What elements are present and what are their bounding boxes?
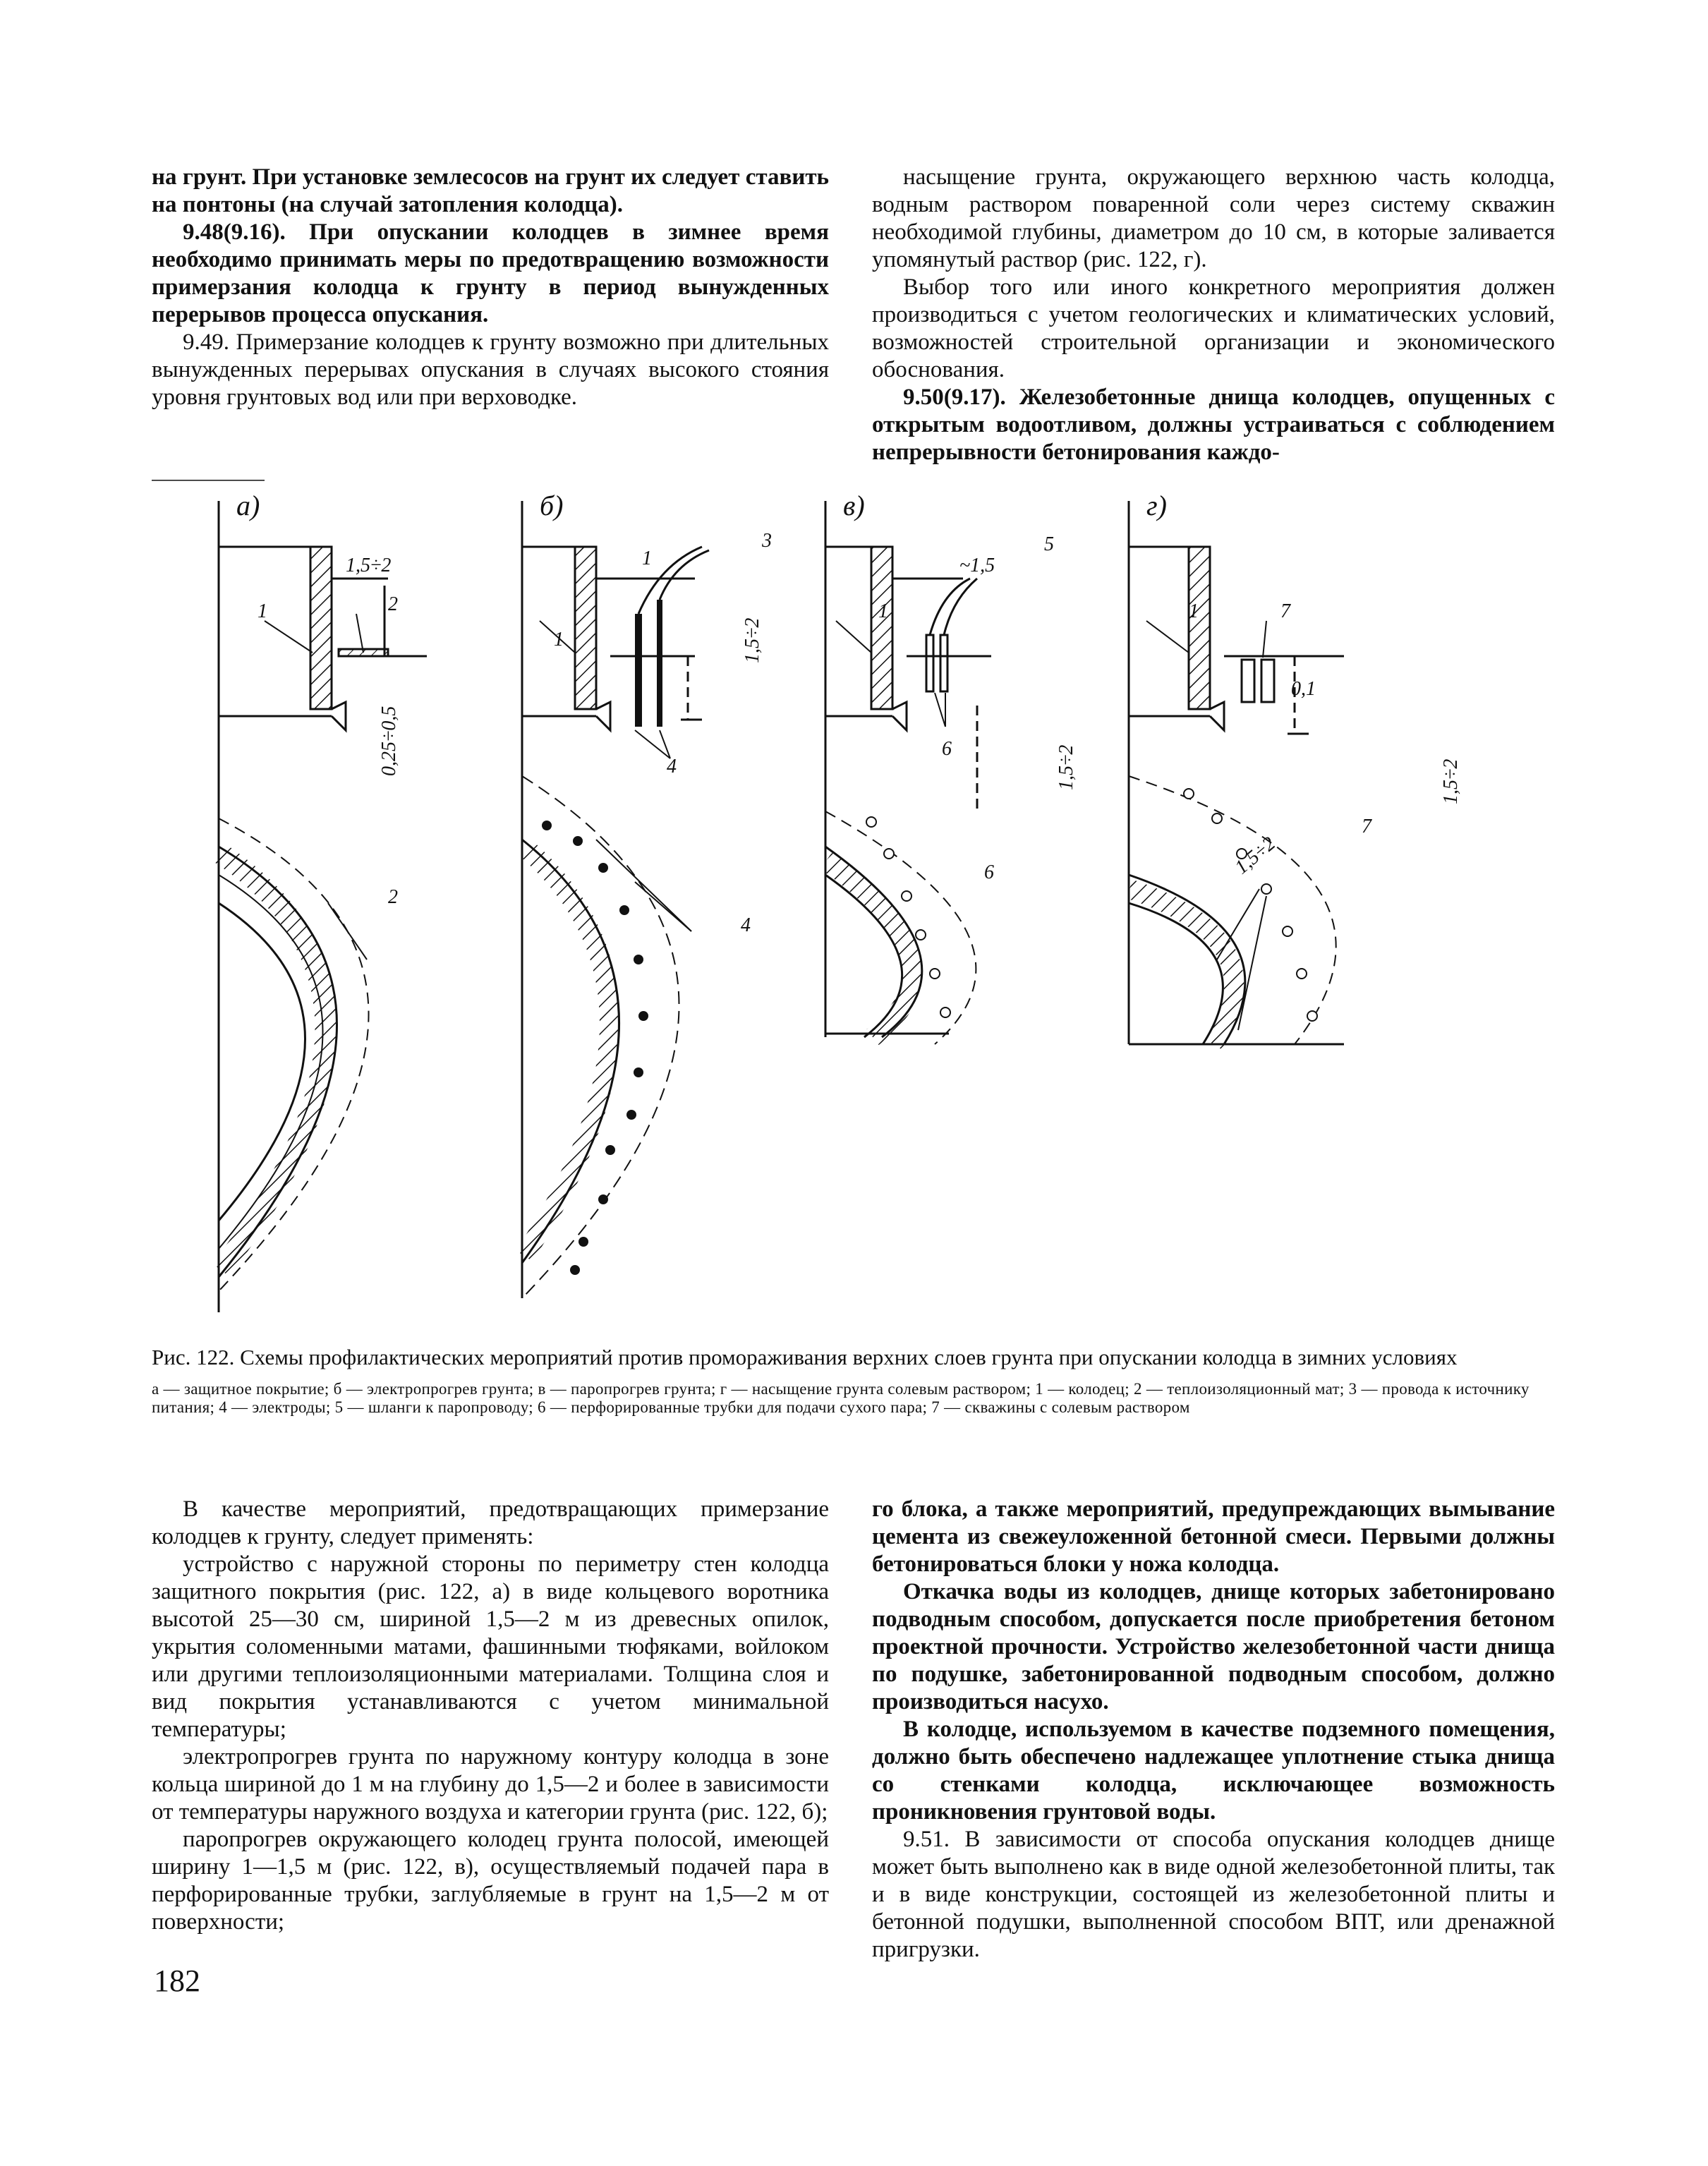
label-1: 1 bbox=[642, 547, 652, 569]
paragraph: на грунт. При установке землесосов на грунт их следует ставить на понтоны (на случай затопления колодца). bbox=[152, 164, 829, 217]
label-1: 1 bbox=[554, 629, 564, 651]
panel-v-label: в) bbox=[843, 490, 865, 521]
paragraph: го блока, а также мероприятий, предупреждающих вымывание цемента из свежеуложенной бетонной смеси. Первыми должны бетонироваться блоки у ножа колодца. bbox=[872, 1496, 1555, 1577]
paragraph: паропрогрев окружающего колодец грунта полосой, имеющей ширину 1—1,5 м (рис. 122, в), осуществляемый подачей пара в перфорированные трубки, заглубляемые в грунт на 1,5—2 м от поверхности; bbox=[152, 1827, 829, 1935]
dim-g-ring: 1,5÷2 bbox=[1230, 833, 1280, 879]
label-5: 5 bbox=[1044, 533, 1054, 555]
paragraph: Откачка воды из колодцев, днище которых забетонировано подводным способом, допускается после приобретения бетоном проектной прочности. Устройство железобетонной части днища по подушке, забетонированной подводным способом, должно производиться насухо. bbox=[872, 1579, 1555, 1714]
panel-a-label: а) bbox=[236, 490, 260, 521]
label-6: 6 bbox=[942, 738, 952, 760]
paragraph: Выбор того или иного конкретного мероприятия должен производиться с учетом геологических и климатических условий, возможностей строительной организации и экономического обоснования. bbox=[872, 274, 1555, 382]
figure-122 bbox=[152, 480, 1556, 1330]
label-2: 2 bbox=[388, 886, 398, 908]
label-4: 4 bbox=[741, 914, 751, 936]
panel-b-label: б) bbox=[540, 490, 564, 521]
page-number: 182 bbox=[154, 1964, 200, 1998]
label-6: 6 bbox=[984, 861, 994, 883]
bottom-right-column bbox=[872, 1496, 1555, 1964]
label-7: 7 bbox=[1280, 600, 1290, 622]
paragraph: 9.49. Примерзание колодцев к грунту возможно при длительных вынужденных перерывах опускания в случаях высокого стояния уровня грунтовых вод или при верховодке. bbox=[152, 329, 829, 410]
figure-caption bbox=[152, 1345, 1556, 1417]
label-1: 1 bbox=[258, 600, 267, 622]
top-left-column bbox=[152, 164, 829, 411]
paragraph: В качестве мероприятий, предотвращающих примерзание колодцев к грунту, следует применять: bbox=[152, 1496, 829, 1549]
panel-g-label: г) bbox=[1146, 490, 1167, 521]
panel-a bbox=[152, 480, 427, 1312]
caption-legend: а — защитное покрытие; б — электропрогрев грунта; в — паропрогрев грунта; г — насыщение грунта солевым раствором; 1 — колодец; 2 — теплоизоляционный мат; 3 — провода к источнику питания; 4 — электроды; 5 — шланги к паропроводу; 6 — перфорированные трубки для подачи сухого пара; 7 — скважины с солевым раствором bbox=[152, 1380, 1530, 1416]
bottom-left-column bbox=[152, 1496, 829, 1936]
paragraph: насыщение грунта, окружающего верхнюю часть колодца, водным раствором поваренной соли через систему скважин необходимой глубины, диаметром до 10 см, в которые заливается упомянутый раствор (рис. 122, г). bbox=[872, 164, 1555, 272]
dim-v-width: ~1,5 bbox=[959, 555, 995, 576]
dim-v-depth: 1,5÷2 bbox=[1055, 744, 1077, 790]
figure-drawing bbox=[152, 480, 1556, 1326]
panel-g bbox=[1129, 501, 1344, 1044]
dim-a-depth: 0,25÷0,5 bbox=[378, 706, 400, 776]
label-1: 1 bbox=[878, 600, 888, 622]
label-1: 1 bbox=[1189, 600, 1199, 622]
label-4: 4 bbox=[667, 756, 677, 778]
paragraph: 9.51. В зависимости от способа опускания колодцев днище может быть выполнено как в виде одной железобетонной плиты, так и в виде конструкции, состоящей из железобетонной плиты и бетонной подушки, выполненной способом ВПТ, или дренажной пригрузки. bbox=[872, 1827, 1555, 1962]
dim-b-depth: 1,5÷2 bbox=[741, 617, 763, 663]
label-2: 2 bbox=[388, 593, 398, 615]
label-7: 7 bbox=[1362, 816, 1371, 837]
caption-title: Рис. 122. Схемы профилактических мероприятий против промораживания верхних слоев грунта при опускании колодца в зимних условиях bbox=[152, 1345, 1458, 1369]
panel-b bbox=[522, 501, 709, 1298]
panel-v bbox=[825, 501, 991, 1044]
paragraph: 9.50(9.17). Железобетонные днища колодцев, опущенных с открытым водоотливом, должны устраиваться с соблюдением непрерывности бетонирования каждо- bbox=[872, 385, 1555, 465]
dim-a-width: 1,5÷2 bbox=[346, 555, 392, 576]
paragraph: В колодце, используемом в качестве подземного помещения, должно быть обеспечено надлежащее уплотнение стыка днища со стенками колодца, исключающее возможность проникновения грунтовой воды. bbox=[872, 1717, 1555, 1825]
dim-g-depth: 1,5÷2 bbox=[1440, 758, 1462, 804]
label-3: 3 bbox=[762, 530, 772, 552]
dim-g-small: 0,1 bbox=[1291, 678, 1316, 700]
paragraph: устройство с наружной стороны по периметру стен колодца защитного покрытия (рис. 122, а) в виде кольцевого воротника высотой 25—30 см, шириной 1,5—2 м из древесных опилок, укрытия соломенными матами, фашинными тюфяками, войлоком или другими теплоизоляционными материалами. Толщина слоя и вид покрытия устанавливаются с учетом минимальной температуры; bbox=[152, 1551, 829, 1742]
paragraph: 9.48(9.16). При опускании колодцев в зимнее время необходимо принимать меры по предотвращению возможности примерзания колодца к грунту в период вынужденных перерывов процесса опускания. bbox=[152, 219, 829, 327]
paragraph: электропрогрев грунта по наружному контуру колодца в зоне кольца шириной до 1 м на глубину до 1,5—2 и более в зависимости от температуры наружного воздуха и категории грунта (рис. 122, б); bbox=[152, 1744, 829, 1825]
top-right-column bbox=[872, 164, 1555, 466]
